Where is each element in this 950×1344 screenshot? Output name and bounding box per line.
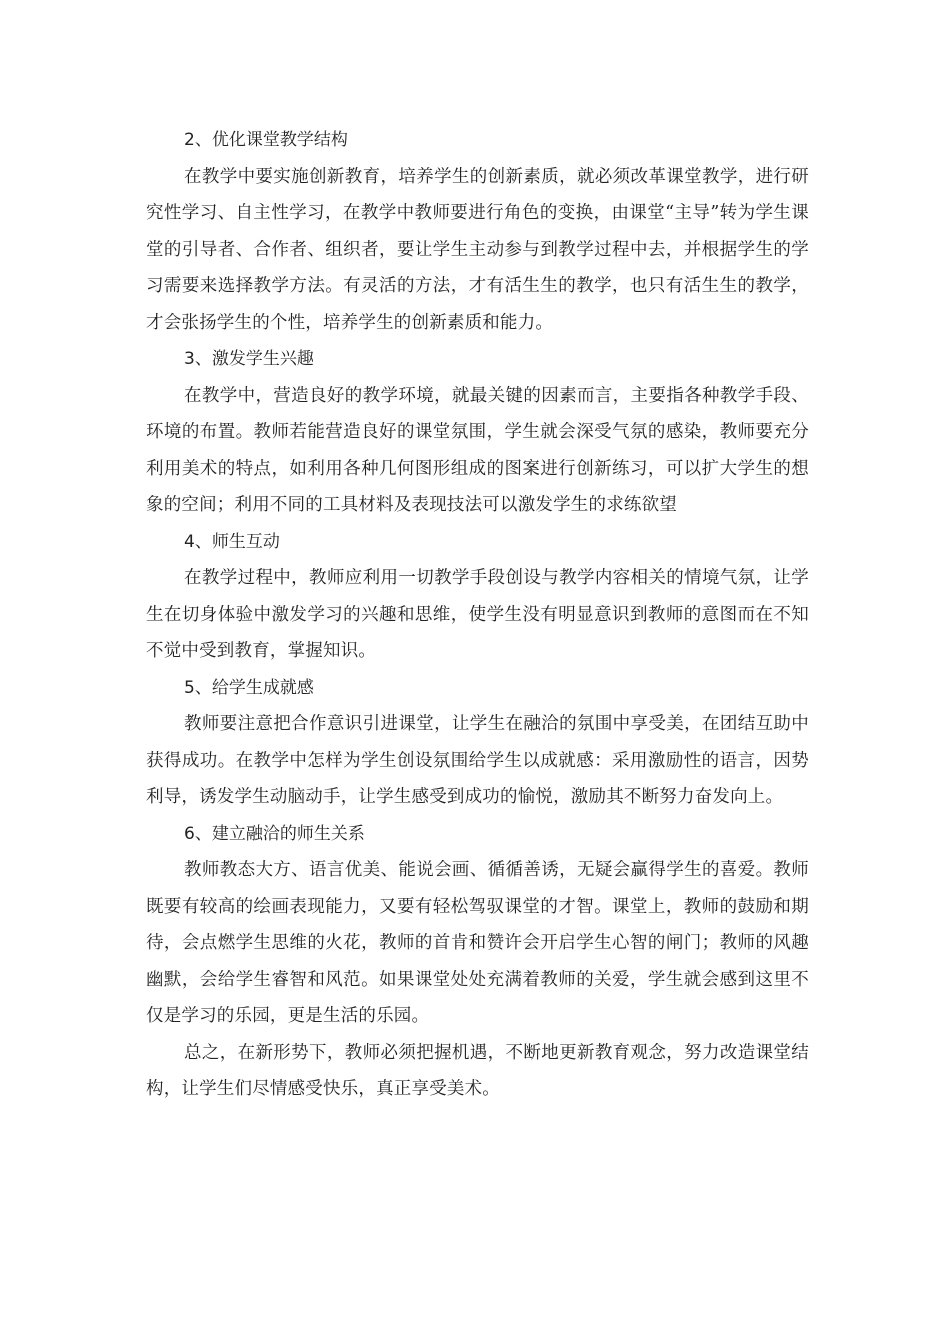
section-paragraph-5: 教师要注意把合作意识引进课堂，让学生在融洽的氛围中享受美，在团结互助中获得成功。在教学中怎样为学生创设氛围给学生以成就感：采用激励性的语言，因势利导，诱发学生动脑动手，让学生感受到成功的愉悦，激励其不断努力奋发向上。 <box>146 714 809 807</box>
section-paragraph-3: 在教学中，营造良好的教学环境，就最关键的因素而言，主要指各种教学手段、环境的布置。教师若能营造良好的课堂氛围，学生就会深受气氛的感染，教师要充分利用美术的特点，如利用各种几何图形组成的图案进行创新练习，可以扩大学生的想象的空间；利用不同的工具材料及表现技法可以激发学生的求练欲望 <box>146 385 809 515</box>
section-heading-6: 6、建立融洽的师生关系 <box>184 823 365 844</box>
section-heading-3: 3、激发学生兴趣 <box>184 349 314 369</box>
section-paragraph-4: 在教学过程中，教师应利用一切教学手段创设与教学内容相关的情境气氛，让学生在切身体验中激发学习的兴趣和思维，使学生没有明显意识到教师的意图而在不知不觉中受到教育，掌握知识。 <box>146 568 809 661</box>
document-page <box>146 122 809 1108</box>
conclusion-paragraph: 总之，在新形势下，教师必须把握机遇，不断地更新教育观念，努力改造课堂结构，让学生们尽情感受快乐，真正享受美术。 <box>146 1042 809 1099</box>
section-paragraph-2: 在教学中要实施创新教育，培养学生的创新素质，就必须改革课堂教学，进行研究性学习、自主性学习，在教学中教师要进行角色的变换，由课堂“主导”转为学生课堂的引导者、合作者、组织者，要让学生主动参与到教学过程中去，并根据学生的学习需要来选择教学方法。有灵活的方法，才有活生生的教学，也只有活生生的教学，才会张扬学生的个性，培养学生的创新素质和能力。 <box>146 166 809 333</box>
section-heading-4: 4、师生互动 <box>184 531 280 552</box>
section-heading-2: 2、优化课堂教学结构 <box>184 130 348 150</box>
section-paragraph-6: 教师教态大方、语言优美、能说会画、循循善诱，无疑会赢得学生的喜爱。教师既要有较高的绘画表现能力，又要有轻松驾驭课堂的才智。课堂上，教师的鼓励和期待，会点燃学生思维的火花，教师的首肯和赞许会开启学生心智的闸门；教师的风趣幽默，会给学生睿智和风范。如果课堂处处充满着教师的关爱，学生就会感到这里不仅是学习的乐园，更是生活的乐园。 <box>146 860 809 1026</box>
section-heading-5: 5、给学生成就感 <box>184 677 314 698</box>
